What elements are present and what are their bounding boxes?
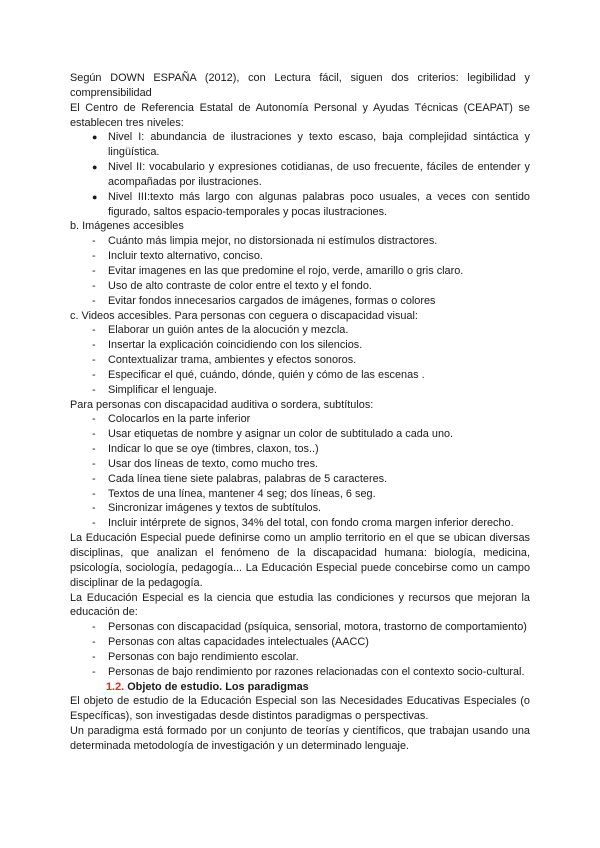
dash-icon: - — [92, 279, 96, 292]
list-item — [70, 427, 530, 442]
list-item-text: Nivel III:texto más largo con algunas palabras poco usuales, a veces con sentido figurado, saltos espacio-temporales y pocas ilustraciones. — [108, 190, 530, 218]
dash-icon: - — [92, 264, 96, 277]
list-item — [70, 190, 530, 220]
list-item — [70, 620, 530, 635]
list-item-text: Usar dos líneas de texto, como mucho tres. — [108, 457, 319, 470]
dash-icon: - — [92, 354, 96, 367]
dash-icon: - — [92, 621, 96, 634]
list-item-text: Elaborar un guión antes de la alocución y mezcla. — [108, 324, 349, 337]
list-item — [70, 234, 530, 249]
levels-list — [70, 130, 530, 219]
section-heading — [70, 680, 530, 695]
dash-icon: - — [92, 383, 96, 396]
list-item-text: Especificar el qué, cuándo, dónde, quién y cómo de las escenas . — [108, 368, 425, 381]
list-item-text: Uso de alto contraste de color entre el texto y el fondo. — [108, 279, 372, 292]
list-item — [70, 279, 530, 294]
list-item-text: Incluir texto alternativo, conciso. — [108, 250, 263, 263]
list-item-text: Evitar imagenes en las que predomine el rojo, verde, amarillo o gris claro. — [108, 264, 464, 277]
list-item-text: Evitar fondos innecesarios cargados de imágenes, formas o colores — [108, 294, 436, 307]
bullet-icon: ● — [92, 191, 98, 202]
intro-paragraph: Según DOWN ESPAÑA (2012), con Lectura fácil, siguen dos criterios: legibilidad y comprensibilidad — [70, 72, 530, 99]
dash-icon: - — [92, 636, 96, 649]
list-item-text: Simplificar el lenguaje. — [108, 383, 217, 396]
list-item — [70, 130, 530, 160]
list-item — [70, 338, 530, 353]
list-item — [70, 294, 530, 309]
list-item — [70, 353, 530, 368]
dash-icon: - — [92, 428, 96, 441]
list-item-text: Indicar lo que se oye (timbres, claxon, tos..) — [108, 443, 319, 456]
bullet-icon: ● — [92, 132, 98, 143]
list-item — [70, 472, 530, 487]
list-item-text: Cuánto más limpia mejor, no distorsionada ni estímulos distractores. — [108, 235, 438, 248]
section-title: Objeto de estudio. Los paradigmas — [127, 680, 309, 693]
ceapat-paragraph: El Centro de Referencia Estatal de Autonomía Personal y Ayudas Técnicas (CEAPAT) se establecen tres niveles: — [70, 101, 530, 129]
hearing-heading: Para personas con discapacidad auditiva o sordera, subtítulos: — [70, 398, 374, 411]
list-item-text: Colocarlos en la parte inferior — [108, 413, 251, 426]
list-item — [70, 368, 530, 383]
dash-icon: - — [92, 250, 96, 263]
list-item-text: Sincronizar imágenes y textos de subtítulos. — [108, 502, 322, 515]
list-item — [70, 635, 530, 650]
list-item — [70, 383, 530, 398]
list-item-text: Usar etiquetas de nombre y asignar un color de subtitulado a cada uno. — [108, 428, 454, 441]
special-ed-definition: La Educación Especial puede definirse como un amplio territorio en el que se ubican diversas disciplinas, que analizan el fenómeno de la discapacidad humana: biología, medicina, psicología, sociología, pedagogía... La Educación Especial puede concebirse como un campo disciplinar de la pedagogía. — [70, 532, 530, 589]
list-item — [70, 487, 530, 502]
dash-icon: - — [92, 517, 96, 530]
list-item-text: Cada línea tiene siete palabras, palabras de 5 caracteres. — [108, 472, 388, 485]
list-item — [70, 650, 530, 665]
special-ed-list — [70, 620, 530, 679]
list-item-text: Insertar la explicación coincidiendo con los silencios. — [108, 339, 363, 352]
dash-icon: - — [92, 235, 96, 248]
list-item — [70, 442, 530, 457]
dash-icon: - — [92, 413, 96, 426]
document-page — [70, 71, 530, 754]
dash-icon: - — [92, 368, 96, 381]
paradigm-paragraph: Un paradigma está formado por un conjunto de teorías y científicos, que trabajan usando una determinada metodología de investigación y un determinado lenguaje. — [70, 725, 530, 752]
list-item-text: Incluir intérprete de signos, 34% del total, con fondo croma margen inferior derecho. — [108, 517, 514, 530]
dash-icon: - — [92, 324, 96, 337]
list-item — [70, 249, 530, 264]
special-ed-science: La Educación Especial es la ciencia que estudia las condiciones y recursos que mejoran la educación de: — [70, 591, 530, 619]
dash-icon: - — [92, 472, 96, 485]
images-heading: b. Imágenes accesibles — [70, 220, 184, 233]
list-item — [70, 323, 530, 338]
list-item-text: Nivel I: abundancia de ilustraciones y texto escaso, baja complejidad sintáctica y lingüística. — [108, 131, 530, 159]
videos-heading: c. Videos accesibles. Para personas con ceguera o discapacidad visual: — [70, 309, 418, 322]
dash-icon: - — [92, 443, 96, 456]
list-item — [70, 501, 530, 516]
dash-icon: - — [92, 294, 96, 307]
dash-icon: - — [92, 650, 96, 663]
list-item — [70, 457, 530, 472]
dash-icon: - — [92, 665, 96, 678]
hearing-list — [70, 412, 530, 531]
list-item — [70, 160, 530, 190]
dash-icon: - — [92, 502, 96, 515]
list-item-text: Personas con bajo rendimiento escolar. — [108, 650, 299, 663]
videos-list — [70, 323, 530, 397]
list-item-text: Contextualizar trama, ambientes y efectos sonoros. — [108, 354, 357, 367]
list-item — [70, 412, 530, 427]
list-item-text: Personas de bajo rendimiento por razones relacionadas con el contexto socio-cultural. — [108, 665, 525, 678]
dash-icon: - — [92, 339, 96, 352]
list-item — [70, 516, 530, 531]
list-item-text: Nivel II: vocabulario y expresiones cotidianas, de uso frecuente, fáciles de entender y acompañadas por ilustraciones. — [108, 161, 530, 188]
list-item-text: Personas con discapacidad (psíquica, sensorial, motora, trastorno de comportamiento) — [108, 621, 527, 634]
dash-icon: - — [92, 457, 96, 470]
images-list — [70, 234, 530, 308]
section-number: 1.2. — [106, 680, 125, 693]
bullet-icon: ● — [92, 162, 98, 173]
list-item-text: Personas con altas capacidades intelectuales (AACC) — [108, 636, 369, 649]
study-object-paragraph: El objeto de estudio de la Educación Especial son las Necesidades Educativas Especiales (o Específicas), son investigadas desde distintos paradigmas o perspectivas. — [70, 695, 530, 723]
list-item-text: Textos de una línea, mantener 4 seg; dos líneas, 6 seg. — [108, 487, 376, 500]
list-item — [70, 264, 530, 279]
dash-icon: - — [92, 487, 96, 500]
list-item — [70, 665, 530, 680]
